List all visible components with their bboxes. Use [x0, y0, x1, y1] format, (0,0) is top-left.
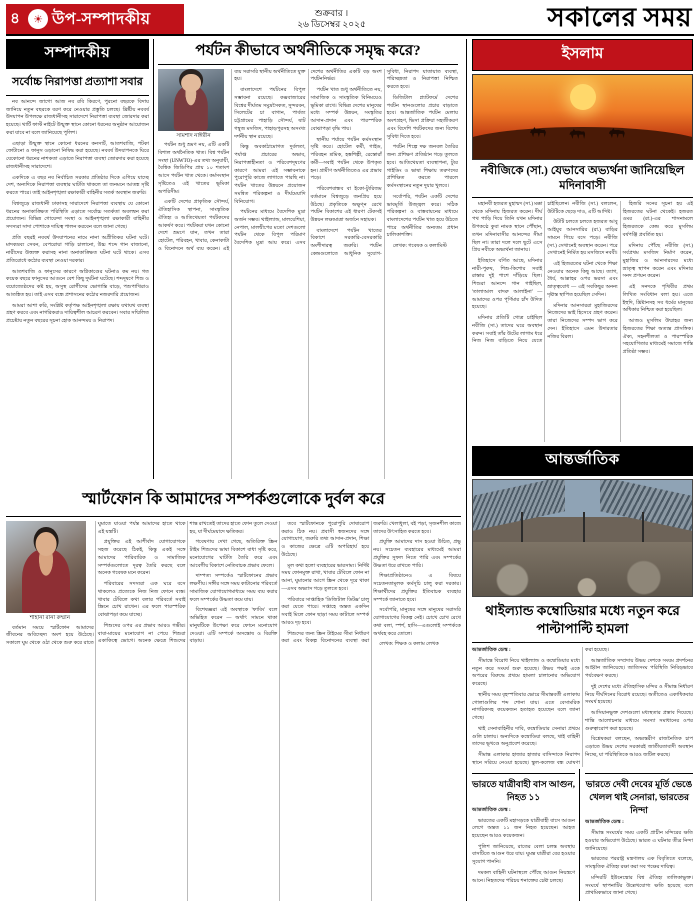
paragraph: দাম্পত্য সম্পর্কেও স্মার্টফোনের প্রভাব লক্ষণীয়। সঙ্গীর সঙ্গে সময় কাটানোর পরিবর্তে সামাজিক যোগাযোগমাধ্যমে সময় ব্যয় করার ফলে সম্পর্কের উষ্ণতা কমে যায়। [189, 573, 278, 603]
paragraph: একদিকে এ বছর নব নির্বাচিত সরকার প্রতিষ্ঠার দিকে এগিয়ে যাচ্ছে দেশ, অন্যদিকে নিরাপত্তা ব্যবস্থার ঘাটতি থাকলে তা জনমনে আতঙ্ক সৃষ্টি করতে পারে। তাই আইনশৃঙ্খলা রক্ষাকারী বাহিনীর সতর্ক অবস্থান জরুরি। [6, 174, 149, 197]
paragraph: এই সনদকে পৃথিবীর প্রথম লিখিত সংবিধান বলা হয়। এতে ইহুদি, খ্রিষ্টানসহ সব ধর্মের মানুষের অধিকার নিশ্চিত করা হয়েছিল। [622, 284, 693, 314]
masthead [6, 4, 694, 36]
section-label: উপ-সম্পাদকীয় [52, 10, 151, 28]
paragraph: পরিবারের সদস্যরা এক ঘরে বসে থাকলেও প্রত্যেকে নিজ নিজ ফোনে ব্যস্ত। খাবার টেবিলে কথা বলার পরিবর্তে সবাই স্ক্রিনে চোখ রাখেন। এর ফলে পারস্পরিক বোঝাপড়া কমে যাচ্ছে। [97, 581, 186, 619]
paragraph: প্রযুক্তির এই আশীর্বাদ যোগাযোগকে সহজ করেছে ঠিকই, কিন্তু একই সঙ্গে আমাদের পারিবারিক ও সামাজিক সম্পর্কগুলোতে দূরত্ব তৈরি করছে বলে অনেক গবেষক মনে করেন। [97, 539, 186, 577]
smartphone-feature [6, 483, 461, 901]
paragraph: প্রযুক্তি আমাদের দাস হওয়া উচিত, প্রভু নয়। সচেতন ব্যবহারের মাধ্যমেই আমরা প্রযুক্তির সুফল নিতে পারি এবং সম্পর্কের উষ্ণতা ধরে রাখতে পারি। [373, 539, 461, 569]
paragraph: বিশেষজ্ঞরা এই অবস্থাকে 'ফাবিং' বলে অভিহিত করেন — অর্থাৎ সামনে থাকা মানুষটিকে উপেক্ষা করে ফোনে মনোযোগ দেওয়া। এটি সম্পর্কে অসন্তোষ ও বিরক্তি বাড়ায়। [189, 607, 278, 645]
paragraph: মূল কথা হলো ব্যবহারের ভারসাম্য। নির্দিষ্ট সময় ফোনমুক্ত রাখা, খাবার টেবিলে ফোন না আনা, ঘুমানোর আগে স্ক্রিন থেকে দূরে থাকা—এসব অভ্যাস গড়ে তুলতে হবে। [281, 562, 370, 592]
editorial-column [6, 39, 154, 479]
sub-story-1-headline: ভারতে দেবী দেবের মূর্তি ভেঙে খেলল থাই সেনারা, ভারতের নিন্দা [585, 773, 693, 816]
paragraph: কিন্তু অবকাঠামোগত দুর্বলতা, পর্যাপ্ত প্রচারের অভাব, নিরাপত্তাহীনতা ও পরিবেশদূষণের কারণে আমরা এই সম্ভাবনাকে পুরোপুরি কাজে লাগাতে পারছি না। পর্যটন খাতের উন্নয়নে প্রয়োজন সমন্বিত পরিকল্পনা ও দীর্ঘমেয়াদি বিনিয়োগ। [234, 144, 306, 205]
paragraph: বর্তমান সময়ে স্মার্টফোন আমাদের জীবনের অবিচ্ছেদ্য অংশ হয়ে উঠেছে। সকালে ঘুম থেকে ওঠা থেকে শুরু করে রাতে ঘুমাতে যাওয়া পর্যন্ত আমাদের হাতে থাকে এই যন্ত্রটি। [6, 521, 186, 646]
right-zone [466, 39, 693, 901]
section-logo [24, 4, 184, 34]
paragraph: মদিনার আনসাররা মুহাজিরদের নিজেদের ভাই হিসেবে গ্রহণ করেন। তারা নিজেদের সম্পদ ভাগ করে দেন। ইতিহাসে এমন উদারতার নজির বিরল। [547, 302, 618, 340]
international-section [472, 446, 693, 901]
paragraph: লেখক: গবেষক ও কলামিস্ট [392, 243, 447, 250]
date-block [184, 4, 479, 34]
sub-story-2-body [472, 807, 575, 886]
paragraph: আন্তর্জাতিক সম্প্রদায় উভয় দেশকে সংযম প্রদর্শনের আহ্বান জানিয়েছে। জাতিসংঘ পরিস্থিতি নিবিড়ভাবে পর্যবেক্ষণ করছে। [585, 657, 693, 680]
top-left-region [6, 39, 461, 479]
paragraph: সীমান্ত সংঘর্ষের সময় একটি প্রাচীন মন্দিরের ক্ষতি হওয়ার অভিযোগ উঠেছে। ভারত এ ঘটনার তীব্র নিন্দা জানিয়েছে। [585, 830, 693, 852]
paragraph: সর্বোপরি, মানুষের সঙ্গে মানুষের সরাসরি যোগাযোগের বিকল্প নেই। চোখে চোখ রেখে কথা বলা, স্পর্শ, হাসি—এগুলোই সম্পর্ককে অর্থবহ করে তোলে। [373, 607, 461, 637]
roof-beam-right [600, 479, 693, 532]
roof-beam-left [472, 479, 565, 532]
islam-headline: নবীজিকে (সা.) যেভাবে অভ্যর্থনা জানিয়েছিল মদিনাবাসী [472, 164, 693, 198]
paragraph: পর্যটন খাত শুধু অর্থনীতিতে নয়, সামাজিক ও সাংস্কৃতিক বিনিময়েও ভূমিকা রাখে। বিভিন্ন দেশের মানুষের মধ্যে সম্পর্ক উন্নয়ন, সংস্কৃতির আদান-প্রদান এবং পারস্পরিক বোঝাপড়া বৃদ্ধি পায়। [310, 87, 382, 132]
paragraph: শিক্ষাপ্রতিষ্ঠানেও এ বিষয়ে সচেতনতামূলক কর্মসূচি চালু করা দরকার। শিক্ষার্থীদের প্রযুক্তির ইতিবাচক ব্যবহার সম্পর্কে জানাতে হবে। [373, 573, 461, 603]
international-banner: আন্তর্জাতিক [472, 446, 693, 476]
paragraph: বাংলাদেশে পর্যটনের বিপুল সম্ভাবনা রয়েছে। কক্সবাজারের বিশ্বের দীর্ঘতম সমুদ্রসৈকত, সুন্দরবন, সিলেটের চা বাগান, পার্বত্য চট্টগ্রামের পাহাড়ি সৌন্দর্য, ষাট গম্বুজ মসজিদ, পাহাড়পুরসহ অসংখ্য দর্শনীয় স্থান রয়েছে। [234, 87, 306, 140]
paragraph: পুলিশ জানিয়েছে, রাতের বেলা চলন্ত অবস্থায় বাসটিতে আগুন ধরে যায়। ঘুমন্ত যাত্রীরা বের হওয়ার সুযোগ পাননি। [472, 843, 576, 866]
sun-icon [570, 84, 596, 110]
paragraph: পরিবারে সাপ্তাহিক 'ডিজিটাল ডিটক্স' চালু করা যেতে পারে। সপ্তাহে অন্তত একদিন সবাই মিলে ফোন ছাড়া সময় কাটালে সম্পর্ক আরও দৃঢ় হবে। [281, 596, 370, 626]
paragraph: পর্যটন শিল্পে দক্ষ জনবল তৈরির জন্য প্রশিক্ষণ প্রতিষ্ঠান গড়ে তুলতে হবে। আতিথেয়তা ব্যবস্থাপনা, ট্যুর গাইডিং ও ভাষা শিক্ষায় তরুণদের প্রশিক্ষিত করতে পারলে কর্মসংস্থানের নতুন দুয়ার খুলবে। [386, 144, 458, 190]
paragraph: সর্বোপরি, পর্যটন একটি দেশের ভাবমূর্তি উজ্জ্বল করে। সঠিক পরিকল্পনা ও বাস্তবায়নের মাধ্যমে বাংলাদেশের পর্যটন খাত হয়ে উঠতে পারে অর্থনীতির অন্যতম প্রধান চালিকাশক্তি। [386, 193, 458, 239]
page-body [6, 39, 694, 901]
sub-story-2-headline: ভারতে যাত্রীবাহী বাস আগুন, নিহত ১১ [472, 773, 575, 803]
paragraph: থাই সেনাবাহিনীর দাবি, কম্বোডিয়ার সেনারা প্রথমে গুলি চালায়। অন্যদিকে কম্বোডিয়া বলছে, থাই বাহিনী তাদের ভূখণ্ডে অনুপ্রবেশ করেছে। [472, 725, 580, 748]
paragraph: মহানবী হজরত মুহাম্মদ (সা.) মক্কা থেকে মদিনায় হিজরত করেন। দীর্ঘ পথ পাড়ি দিয়ে তিনি যখন মদিনার উপকণ্ঠে কুবা নামক স্থানে পৌঁছান, তখন মদিনাবাসীর আনন্দের সীমা ছিল না। তারা দলে দলে ছুটে এসে প্রিয় নবীকে অভ্যর্থনা জানায়। [472, 200, 543, 254]
paragraph: হিজরি সনের সূচনা হয় এই হিজরতের ঘটনা থেকেই। হজরত ওমর (রা.)-এর শাসনামলে হিজরতকে কেন্দ্র করে মুসলিম বর্ষপঞ্জি প্রবর্তিত হয়। [622, 200, 693, 238]
islam-section [472, 39, 693, 442]
paragraph: স্থানীয় সময় বৃহস্পতিবার ভোরে সীমান্তবর্তী এলাকায় গোলাগুলির শব্দ শোনা যায়। এতে বেসামরিক নাগরিকসহ কয়েকজন হতাহত হয়েছেন বলে জানা গেছে। [472, 691, 580, 722]
dateline: আন্তর্জাতিক ডেস্ক : [585, 819, 624, 826]
smartphone-body [6, 521, 461, 901]
paragraph: ডিজিটাল প্ল্যাটফর্মে দেশের পর্যটন স্থানগুলোর প্রচার বাড়াতে হবে। আন্তর্জাতিক পর্যটন মেলায় অংশগ্রহণ, ভিসা প্রক্রিয়া সহজীকরণ এবং বিদেশি পর্যটকদের জন্য বিশেষ সুবিধা দিতে হবে। [386, 94, 458, 140]
paragraph: প্রতি বছরই নববর্ষ উদযাপনের নামে নানা অপ্রীতিকর ঘটনা ঘটে। মাদকদ্রব্য সেবন, বেপরোয়া গাড়ি চালানো, উচ্চ শব্দে গান বাজানো, নারীদের উত্ত্যক্ত করাসহ নানা অনাকাঙ্ক্ষিত ঘটনা ঘটে থাকে। এসব প্রতিরোধে কঠোর ব্যবস্থা নেওয়া দরকার। [6, 234, 149, 264]
paragraph: মদিনায় পৌঁছে নবীজি (সা.) সর্বপ্রথম মসজিদ নির্মাণ করেন, মুহাজির ও আনসারদের মধ্যে ভ্রাতৃত্ব স্থাপন করেন এবং মদিনার সনদ প্রণয়ন করেন। [622, 242, 693, 280]
paragraph: পর্যটনের মাধ্যমে বৈদেশিক মুদ্রা অর্জন সম্ভব। থাইল্যান্ড, মালয়েশিয়া, নেপাল, মালদ্বীপের মতো দেশগুলো পর্যটন থেকে বিপুল পরিমাণ বৈদেশিক মুদ্রা আয় করে। এসব দেশের অর্থনীতির একটি বড় অংশ পর্যটননির্ভর। [234, 68, 382, 247]
author-photo-block-2 [6, 521, 94, 623]
paragraph: স্থানীয় পর্যায়ে পর্যটন কর্মসংস্থান সৃষ্টি করে। হোটেল কর্মী, গাইড, পরিবহন শ্রমিক, হস্তশিল্পী, রেস্তোরাঁ কর্মী—সবাই পর্যটন থেকে উপকৃত হন। গ্রামীণ অর্থনীতিতেও এর প্রভাব পড়ে। [310, 136, 382, 182]
paragraph: পরিবেশবান্ধব বা ইকো-ট্যুরিজম বর্তমানে বিশ্বজুড়ে জনপ্রিয় হয়ে উঠছে। প্রকৃতিকে অক্ষুণ্ন রেখে পর্যটন বিকাশের এই ধারণা টেকসই উন্নয়ন লক্ষ্যমাত্রা অর্জনে সহায়ক। [310, 186, 382, 223]
international-headline: থাইল্যান্ড কম্বোডিয়ার মধ্যে নতুন করে পাল্টাপাল্টি হামলা [472, 602, 693, 643]
editorial-banner: সম্পাদকীয় [6, 39, 149, 69]
author-name-2: শাহানা রানা রুম্মান [29, 615, 71, 621]
date-line-1: শুক্রবার । [314, 7, 349, 18]
paragraph: বিশ্বজুড়ে রাজধানী ঢাকাসহ সারাদেশে নিরাপত্তা ব্যবস্থায় যে কোনো ধরনের অনাকাঙ্ক্ষিত পরিস্থিতি এড়াতে সর্বোচ্চ সতর্কতা অবলম্বন করা প্রয়োজন। বিভিন্ন গোয়েন্দা সংস্থা ও আইনশৃঙ্খলা রক্ষাকারী বাহিনীর সদস্যরা সাদা পোশাকে দায়িত্ব পালন করবেন বলে জানা গেছে। [6, 200, 149, 231]
author-portrait-image [158, 69, 224, 131]
paragraph: গবেষণায় দেখা গেছে, অতিরিক্ত স্ক্রিন টাইম শিশুদের ভাষা বিকাশে বাধা সৃষ্টি করে, মনোযোগের ঘাটতি তৈরি করে এবং আবেগীয় বিকাশে নেতিবাচক প্রভাব ফেলে। [189, 539, 278, 569]
author-name: সামশাদ নাঈরীন [176, 132, 211, 139]
paragraph: মন্দিরটি ইউনেস্কোর বিশ্ব ঐতিহ্য তালিকাভুক্ত। সংঘর্ষে স্থাপনাটির উল্লেখযোগ্য ক্ষতি হয়েছে বলে প্রাথমিকভাবে জানা গেছে। [585, 874, 693, 897]
paragraph: শিশুদের জন্য স্ক্রিন টাইমের সীমা নির্ধারণ করা এবং বিকল্প বিনোদনের ব্যবস্থা করা জরুরি। খেলাধুলা, বই পড়া, সৃজনশীল কাজে তাদের উৎসাহিত করতে হবে। [281, 521, 461, 645]
sub-story-1 [585, 769, 693, 901]
paragraph: দমকল বাহিনী ঘটনাস্থলে পৌঁছে আগুন নিয়ন্ত্রণে আনে। নিহতদের পরিচয় শনাক্তের চেষ্টা চলছে। [472, 869, 576, 884]
left-zone [6, 39, 461, 901]
tourism-headline: পর্যটন কীভাবে অর্থনীতিকে সমৃদ্ধ করে? [158, 42, 458, 65]
paragraph: উটটি চলতে চলতে হজরত আবু আইয়ুব আনসারির (রা.) বাড়ির সামনে গিয়ে বসে পড়ে। নবীজি (সা.) সেখানেই অবস্থান করেন। পরে সেখানেই নির্মিত হয় মসজিদে নববী। [547, 219, 618, 257]
paragraph: আজও মুসলিম উম্মাহর জন্য হিজরতের শিক্ষা অত্যন্ত প্রাসঙ্গিক। ঐক্য, সহনশীলতা ও পারস্পরিক সহযোগিতার মাধ্যমেই সমাজে শান্তি প্রতিষ্ঠা সম্ভব। [622, 318, 693, 356]
paragraph: আমরা আশা করি, সংশ্লিষ্ট কর্তৃপক্ষ আইনশৃঙ্খলা রক্ষায় যথাযথ ব্যবস্থা গ্রহণ করবে এবং নাগরিকরাও দায়িত্বশীল আচরণ করবেন। সবার সম্মিলিত প্রচেষ্টায় নতুন বছরের সূচনা হোক আনন্দময় ও নিরাপদ। [6, 302, 149, 325]
islam-banner: ইসলাম [472, 39, 693, 71]
paragraph: একটি দেশের প্রাকৃতিক সৌন্দর্য, ঐতিহাসিক স্থাপনা, সাংস্কৃতিক ঐতিহ্য ও আতিথেয়তা পর্যটকদের আকর্ষণ করে। পর্যটকরা যখন কোনো দেশে ভ্রমণে যান, তখন তারা হোটেল, পরিবহন, খাবার, কেনাকাটা ও বিনোদনে অর্থ ব্যয় করেন। এই ব্যয় সরাসরি স্থানীয় অর্থনীতিতে যুক্ত হয়। [158, 68, 306, 252]
paragraph: শিশুদের ওপর এর প্রভাব আরও গভীর। বাবা-মায়ের মনোযোগ না পেয়ে শিশুরা একাকিত্বে ভোগে। অনেক ক্ষেত্রে শিশুদের শান্ত রাখতেই তাদের হাতে ফোন তুলে দেওয়া হয়, যা দীর্ঘমেয়াদে ক্ষতিকর। [97, 521, 278, 645]
desert-camel-caravan-illustration [472, 74, 693, 160]
damaged-building-interior-photo [472, 479, 693, 597]
paragraph: পর্যটন শুধু ভ্রমণ নয়, এটি একটি বিশাল অর্থনৈতিক খাত। বিশ্ব পর্যটন সংস্থা (UNWTO)-এর তথ্য অনুযায়ী, বৈশ্বিক জিডিপির প্রায় ১০ শতাংশ আসে পর্যটন খাত থেকে। কর্মসংস্থান সৃষ্টিতেও এই খাতের ভূমিকা অপরিসীম। [158, 142, 230, 195]
international-body [472, 647, 693, 767]
paper-name: সকালের সময় [547, 3, 692, 32]
dateline: আন্তর্জাতিক ডেস্ক : [472, 806, 511, 813]
page-number: ৪ [6, 4, 24, 34]
paragraph: দুই দেশের মধ্যে ঐতিহাসিক মন্দির ও সীমান্ত নির্ধারণ নিয়ে দীর্ঘদিনের বিরোধ রয়েছে। অতীতেও একাধিকবার সংঘর্ষ হয়েছে। [585, 683, 693, 706]
paragraph: ভারতের পররাষ্ট্র মন্ত্রণালয় এক বিবৃতিতে বলেছে, সাংস্কৃতিক ঐতিহ্য রক্ষা করা সব পক্ষের দায়িত্ব। [585, 856, 693, 871]
paragraph: এই হিজরতের ঘটনা থেকে শিক্ষা নেওয়ার অনেক কিছু আছে। ত্যাগ, ধৈর্য, আল্লাহর ওপর ভরসা এবং ভ্রাতৃত্ববোধ — এই সবকিছুর অনন্য দৃষ্টান্ত স্থাপিত হয়েছিল সেদিন। [547, 261, 618, 298]
paragraph: বাংলাদেশে পর্যটন খাতের বিকাশে সরকারি-বেসরকারি অংশীদারত্ব জরুরি। পর্যটন কেন্দ্রগুলোতে আধুনিক সুযোগ-সুবিধা, নিরাপদ যাতায়াত ব্যবস্থা, পরিচ্ছন্নতা ও নিরাপত্তা নিশ্চিত করতে হবে। [310, 68, 458, 257]
paragraph: মদিনার প্রতিটি গোত্র চাইছিল নবীজি (সা.) তাদের ঘরে অবস্থান করুন। সবাই তাঁর উটের লাগাম ধরে নিজ নিজ বাড়িতে নিয়ে যেতে চাইছিলেন। নবীজি (সা.) বললেন, উটটিকে ছেড়ে দাও, এটি আদিষ্ট। [472, 200, 618, 345]
date-line-2: ২৬ ডিসেম্বর ২০২৫ [297, 19, 366, 29]
tourism-body [158, 69, 458, 479]
dateline: আন্তর্জাতিক ডেস্ক : [472, 646, 511, 653]
editorial-headline: সর্বোচ্চ নিরাপত্তা প্রত্যাশা সবার [6, 73, 149, 96]
paragraph: সীমান্তে বিরোধ নিয়ে থাইল্যান্ড ও কম্বোডিয়ার মধ্যে নতুন করে সংঘর্ষ শুরু হয়েছে। উভয় পক্ষই একে অপরের বিরুদ্ধে প্রথমে হামলা চালানোর অভিযোগ করেছে। [472, 657, 580, 688]
sub-story-1-body [585, 819, 693, 898]
paragraph: তবে স্মার্টফোনকে পুরোপুরি দোষারোপ করাও ঠিক নয়। প্রবাসী স্বজনদের সঙ্গে যোগাযোগ, জরুরি তথ্য আদান-প্রদান, শিক্ষা ও কাজের ক্ষেত্রে এটি অপরিহার্য হয়ে উঠেছে। [281, 521, 370, 558]
paragraph: আসিয়ানভুক্ত দেশগুলো মধ্যস্থতার প্রস্তাব দিয়েছে। শান্তি আলোচনার মাধ্যমে সমস্যা সমাধানের ওপর গুরুত্বারোপ করা হয়েছে। [585, 710, 693, 732]
rubble [473, 542, 692, 595]
paragraph: আতশবাজি ও ফানুসের কারণে অগ্নিকাণ্ডের ঘটনাও কম নয়। গত কয়েক বছরে ফানুসের আগুনে বেশ কিছু দুর্ঘটনা ঘটেছে। শব্দদূষণে শিশু ও বয়োজ্যেষ্ঠদের কষ্ট হয়, অসুস্থ রোগীদের ভোগান্তি বাড়ে, পশুপাখিরাও আতঙ্কিত হয়। তাই এসব বন্ধে প্রশাসনের কঠোর নজরদারি প্রয়োজন। [6, 268, 149, 298]
paragraph: লেখক: শিক্ষক ও কলাম লেখক [379, 641, 439, 648]
paragraph: সীমান্ত এলাকার হাজার হাজার বাসিন্দাকে নিরাপদ স্থানে সরিয়ে নেওয়া হয়েছে। স্কুল-কলেজ বন্ধ ঘোষণা করা হয়েছে। [472, 646, 609, 766]
paragraph: ভারতের একটি মহাসড়কে যাত্রীবাহী বাসে আগুন লেগে অন্তত ১১ জন নিহত হয়েছেন। আহত হয়েছেন আরও কয়েকজন। [472, 817, 576, 839]
author-photo-block [158, 69, 229, 141]
paragraph: ইতিহাসে বর্ণিত আছে, মদিনার নারী-পুরুষ, শিশু-কিশোর সবাই রাস্তার দুই পাশে দাঁড়িয়ে ছিল। শিশুরা আনন্দে গান গাইছিল, 'তালাআল বাদরু আলাইনা' — আমাদের ওপর পূর্ণিমার চাঁদ উদিত হয়েছে। [472, 258, 543, 311]
author-portrait-image-2 [6, 521, 86, 613]
paragraph: এছাড়া উন্মুক্ত স্থানে কোনো ধরনের কনসার্ট, আতশবাজি, পটকা ফোটানো ও ফানুস ওড়ানো নিষিদ্ধ করা হয়েছে। নববর্ষ উদযাপনকে ঘিরে যেকোনো ধরনের নাশকতা এড়াতে নিরাপত্তা ব্যবস্থা জোরদার করা হয়েছে রাজধানীসহ সারাদেশে। [6, 140, 149, 170]
islam-body [472, 201, 693, 442]
tourism-feature [158, 39, 458, 479]
smartphone-headline: স্মার্টফোন কি আমাদের সম্পর্কগুলোকে দুর্বল করে [6, 486, 461, 517]
paragraph: বিশ্লেষকরা বলছেন, অভ্যন্তরীণ রাজনৈতিক চাপ এড়াতে উভয় দেশের সরকারই জাতীয়তাবাদী অবস্থান নিচ্ছে, যা পরিস্থিতিকে আরও জটিল করছে। [585, 736, 693, 758]
sun-logo-icon: ☀ [28, 9, 48, 29]
paragraph: নব আনন্দে জাগো আজ নব রবি কিরণে, পুরনো বছরকে বিদায় জানিয়ে নতুন বছরকে বরণ করে নেওয়ার প্রস্তুতি চলছে। খ্রিষ্টীয় নববর্ষ উদযাপন উপলক্ষে রাজধানীসহ সারাদেশে নিরাপত্তা ব্যবস্থা জোরদার করা হয়েছে। থার্টি ফার্স্ট নাইটে উন্মুক্ত স্থানে কোনো ধরনের অনুষ্ঠান আয়োজন করা যাবে না বলে জানিয়েছে পুলিশ। [6, 99, 149, 136]
sub-story-2 [472, 769, 580, 901]
editorial-body [6, 99, 149, 329]
